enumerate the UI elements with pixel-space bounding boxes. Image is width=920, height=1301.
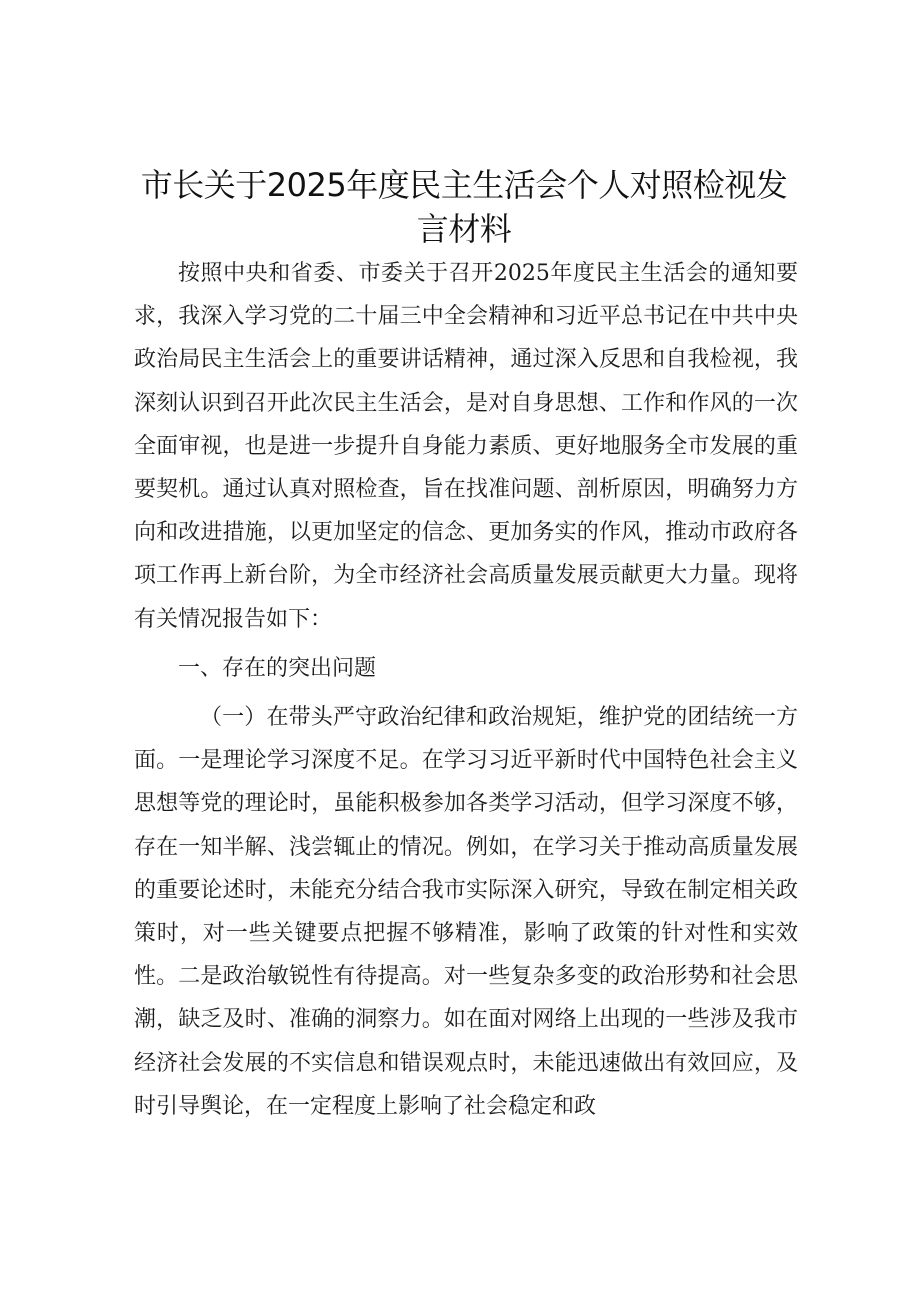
document-title: 市长关于2025年度民主生活会个人对照检视发言材料 [140, 166, 788, 248]
document-body [134, 252, 798, 1128]
section-paragraph: （一）在带头严守政治纪律和政治规矩，维护党的团结统一方面。一是理论学习深度不足。在学习习近平新时代中国特色社会主义思想等党的理论时，虽能积极参加各类学习活动，但学习深度不够，存在一知半解、浅尝辄止的情况。例如，在学习关于推动高质量发展的重要论述时，未能充分结合我市实际深入研究，导致在制定相关政策时，对一些关键要点把握不够精准，影响了政策的针对性和实效性。二是政治敏锐性有待提高。对一些复杂多变的政治形势和社会思潮，缺乏及时、准确的洞察力。如在面对网络上出现的一些涉及我市经济社会发展的不实信息和错误观点时，未能迅速做出有效回应，及时引导舆论，在一定程度上影响了社会稳定和政 [134, 705, 798, 1119]
section-heading: 一、存在的突出问题 [178, 655, 377, 681]
intro-paragraph: 按照中央和省委、市委关于召开2025年度民主生活会的通知要求，我深入学习党的二十届三中全会精神和习近平总书记在中共中央政治局民主生活会上的重要讲话精神，通过深入反思和自我检视，我深刻认识到召开此次民主生活会，是对自身思想、工作和作风的一次全面审视，也是进一步提升自身能力素质、更好地服务全市发展的重要契机。通过认真对照检查，旨在找准问题、剖析原因，明确努力方向和改进措施，以更加坚定的信念、更加务实的作风，推动市政府各项工作再上新台阶，为全市经济社会高质量发展贡献更大力量。现将有关情况报告如下： [134, 261, 798, 632]
